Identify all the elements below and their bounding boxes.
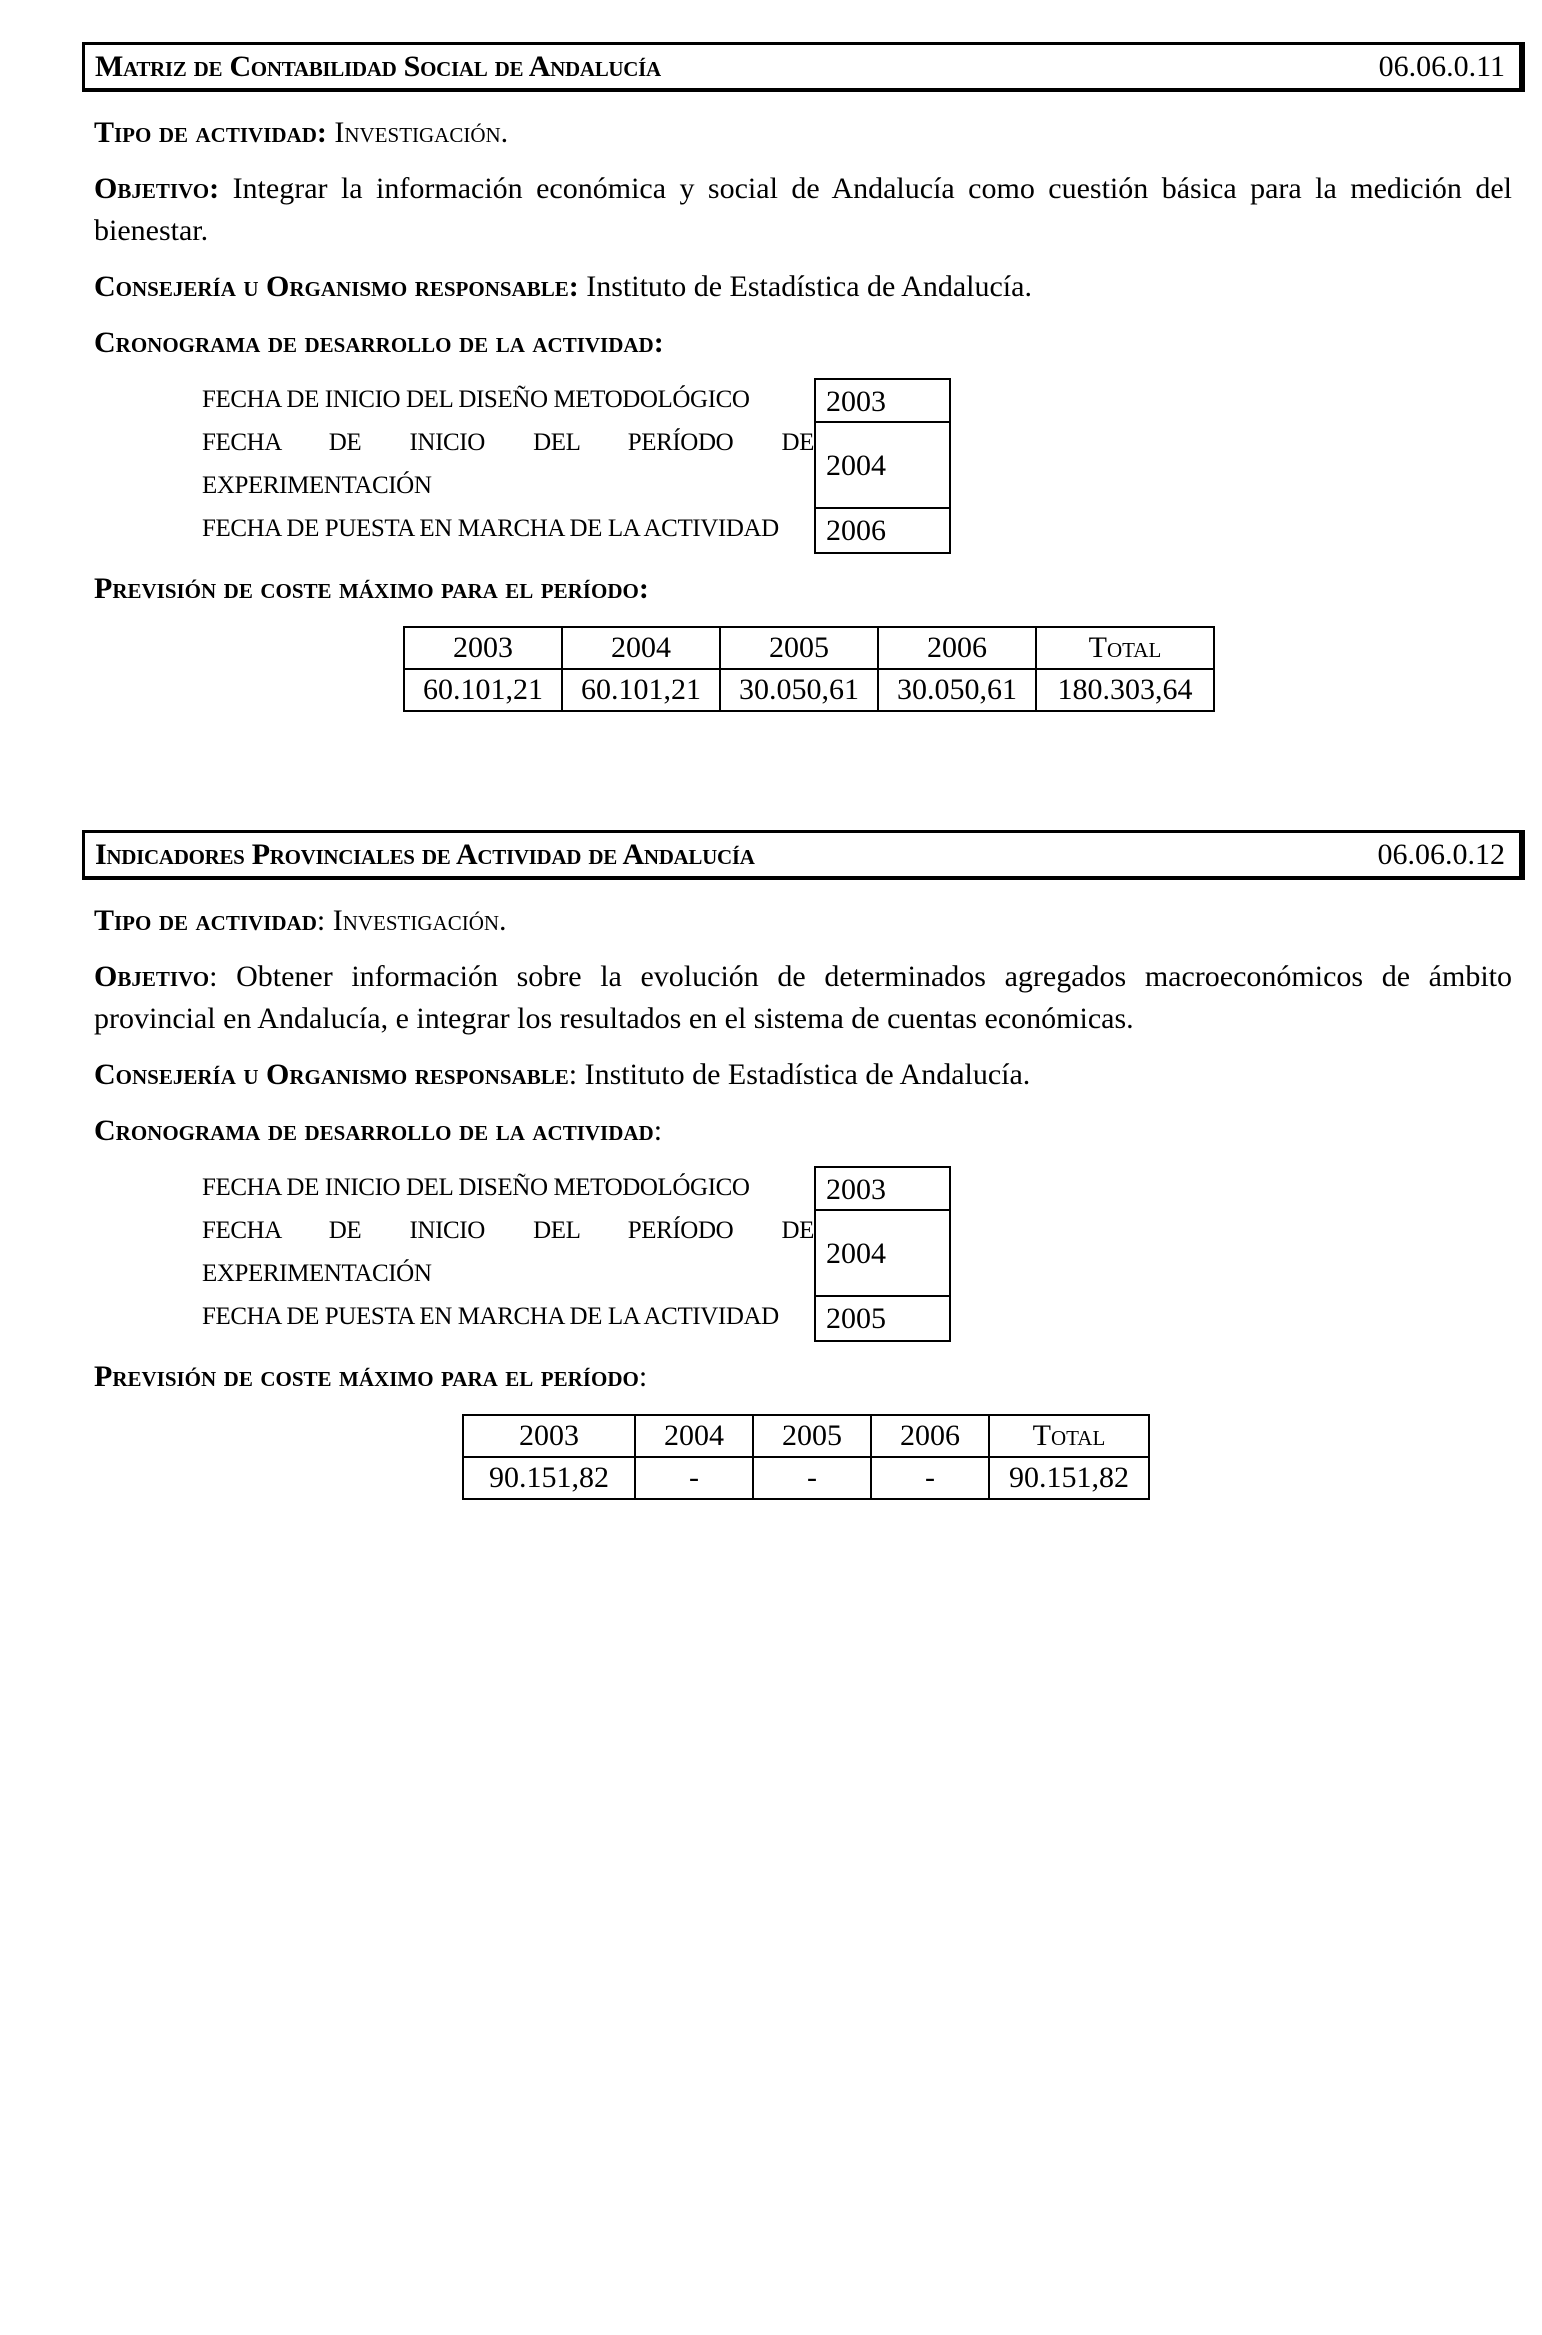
schedule-heading-label: Cronograma de desarrollo de la actividad	[94, 1114, 654, 1147]
schedule	[202, 1166, 1542, 1342]
cost-header-cell: 2003	[404, 627, 562, 669]
schedule-labels	[202, 1166, 814, 1342]
cost-header-cell: 2004	[562, 627, 720, 669]
section-header	[82, 830, 1525, 880]
cost-value-cell: 30.050,61	[720, 669, 878, 711]
schedule-value-launch: 2005	[826, 1302, 886, 1335]
cost-heading-colon: :	[638, 1360, 648, 1393]
cost-value-total: 180.303,64	[1036, 669, 1214, 711]
cost-value-cell: -	[635, 1457, 753, 1499]
objective	[94, 956, 1512, 1040]
cost-heading-label: Previsión de coste máximo para el período	[94, 1360, 639, 1393]
schedule-value-design-start: 2003	[816, 380, 949, 423]
section-code: 06.06.0.11	[1378, 49, 1505, 83]
activity-type-value: Investigación.	[334, 116, 509, 149]
cost-value-row	[404, 669, 1214, 711]
cost-value-cell: 60.101,21	[562, 669, 720, 711]
cost-header-cell: 2004	[635, 1415, 753, 1457]
schedule-heading	[94, 1110, 1512, 1152]
cost-table	[403, 626, 1215, 712]
cost-header-cell: 2005	[720, 627, 878, 669]
responsible-body-label: Consejería u Organismo responsable	[94, 1058, 569, 1091]
schedule-labels	[202, 378, 814, 554]
schedule-label-launch: FECHA DE PUESTA EN MARCHA DE LA ACTIVIDAD	[202, 1303, 779, 1330]
schedule-values	[814, 1166, 951, 1342]
section-title: Matriz de Contabilidad Social de Andalucía	[95, 49, 661, 83]
responsible-body-label: Consejería u Organismo responsable:	[94, 270, 579, 303]
objective-label: Objetivo	[94, 960, 210, 993]
cost-value-row	[463, 1457, 1149, 1499]
schedule-label-design-start: FECHA DE INICIO DEL DISEÑO METODOLÓGICO	[202, 386, 750, 413]
cost-header-total: Total	[989, 1415, 1149, 1457]
cost-header-cell: 2006	[871, 1415, 989, 1457]
cost-header-cell: 2005	[753, 1415, 871, 1457]
responsible-body-value: Instituto de Estadística de Andalucía.	[586, 270, 1032, 303]
schedule-value-design-start: 2003	[816, 1168, 949, 1211]
cost-header-row	[463, 1415, 1149, 1457]
activity-type-value: : Investigación.	[316, 904, 507, 937]
cost-value-cell: -	[871, 1457, 989, 1499]
schedule-values	[814, 378, 951, 554]
responsible-body	[94, 1054, 1512, 1096]
schedule-label-experiment-start: FECHA DE INICIO DEL PERÍODO DE EXPERIMENTACIÓN	[202, 1217, 814, 1287]
cost-heading	[94, 568, 1512, 610]
schedule-label-launch: FECHA DE PUESTA EN MARCHA DE LA ACTIVIDAD	[202, 515, 779, 542]
objective-label: Objetivo:	[94, 172, 220, 205]
cost-header-row	[404, 627, 1214, 669]
section-header	[82, 42, 1525, 92]
schedule-label-design-start: FECHA DE INICIO DEL DISEÑO METODOLÓGICO	[202, 1174, 750, 1201]
activity-type	[94, 112, 1512, 154]
activity-type-label: Tipo de actividad	[94, 904, 317, 937]
schedule-value-launch: 2006	[826, 514, 886, 547]
schedule-heading-label: Cronograma de desarrollo de la actividad:	[94, 326, 664, 359]
cost-header-cell: 2003	[463, 1415, 635, 1457]
cost-heading	[94, 1356, 1512, 1398]
section-code: 06.06.0.12	[1377, 837, 1505, 871]
schedule-value-experiment-start: 2004	[816, 423, 949, 509]
cost-header-cell: 2006	[878, 627, 1036, 669]
cost-value-cell: 30.050,61	[878, 669, 1036, 711]
cost-heading-label: Previsión de coste máximo para el período:	[94, 572, 649, 605]
responsible-body-value: : Instituto de Estadística de Andalucía.	[568, 1058, 1031, 1091]
schedule-heading-colon: :	[653, 1114, 663, 1147]
cost-table	[462, 1414, 1150, 1500]
activity-section-2	[0, 830, 1542, 1500]
section-title: Indicadores Provinciales de Actividad de Andalucía	[95, 837, 755, 871]
responsible-body	[94, 266, 1512, 308]
objective-text: Integrar la información económica y social de Andalucía como cuestión básica para la medición del bienestar.	[94, 172, 1512, 247]
activity-type-label: Tipo de actividad:	[94, 116, 327, 149]
cost-value-total: 90.151,82	[989, 1457, 1149, 1499]
schedule	[202, 378, 1542, 554]
objective	[94, 168, 1512, 252]
activity-type	[94, 900, 1512, 942]
cost-header-total: Total	[1036, 627, 1214, 669]
cost-value-cell: 60.101,21	[404, 669, 562, 711]
schedule-label-experiment-start: FECHA DE INICIO DEL PERÍODO DE EXPERIMENTACIÓN	[202, 429, 814, 499]
schedule-heading	[94, 322, 1512, 364]
cost-value-cell: -	[753, 1457, 871, 1499]
objective-text: : Obtener información sobre la evolución de determinados agregados macroeconómicos de ámbito provincial en Andalucía, e integrar los resultados en el sistema de cuentas económicas.	[94, 960, 1512, 1035]
schedule-value-experiment-start: 2004	[816, 1211, 949, 1297]
activity-section-1	[0, 42, 1542, 712]
cost-value-cell: 90.151,82	[463, 1457, 635, 1499]
